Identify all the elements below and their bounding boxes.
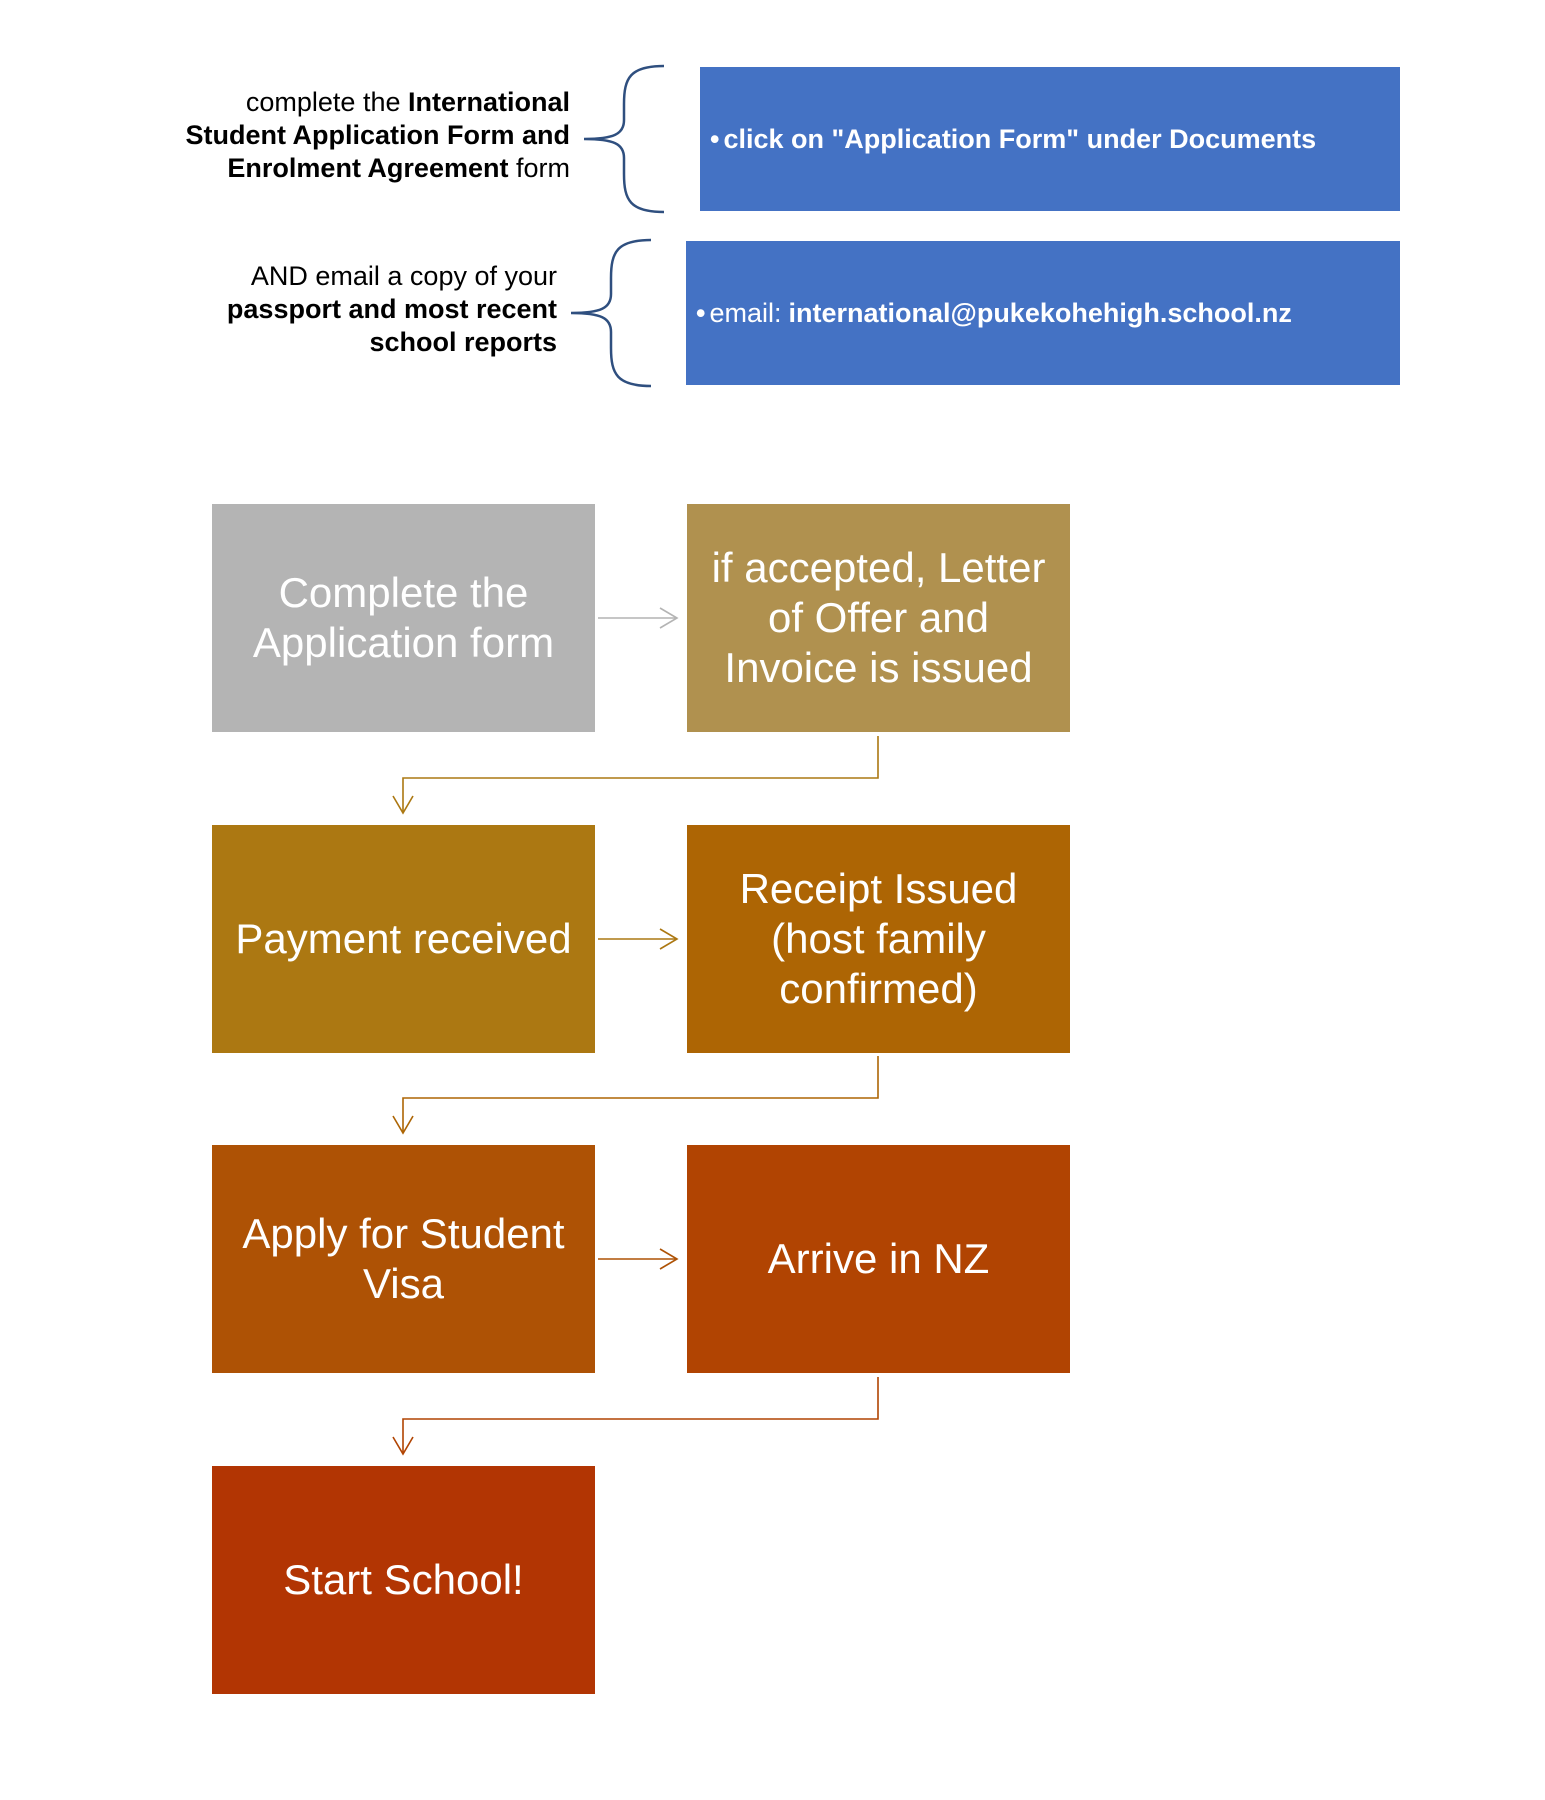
elbow-arrow-icon [393,736,878,813]
instruction-text-bold-2: Enrolment Agreement [227,153,509,183]
step-label: Payment received [235,915,572,962]
step-label: Arrive in NZ [767,1235,990,1282]
email-link[interactable]: international@pukekohehigh.school.nz [788,297,1292,328]
bullet-icon: • [696,297,706,328]
elbow-arrow-icon [393,1377,878,1454]
email-label: email: [709,297,782,328]
arrow-right-icon [598,608,677,628]
step-label: Receipt Issued (host family confirmed) [739,865,1018,1012]
instruction-text-pre: complete the [245,87,408,117]
arrow-right-icon [598,1249,677,1269]
instruction-box-text: click on "Application Form" under Documents [723,123,1317,154]
step-label: if accepted, Letter of Offer and Invoice is issued [711,544,1046,691]
step-label: Complete the Application form [252,569,555,666]
instruction-text-bold: passport and most recent school reports [226,294,557,357]
step-label: Apply for Student Visa [242,1210,565,1307]
instruction-text-post: form [508,153,570,183]
step-label: Start School! [283,1556,524,1603]
arrow-right-icon [598,929,677,949]
bullet-icon: • [710,123,720,154]
instruction-text-bold: International Student Application Form and [185,87,570,150]
elbow-arrow-icon [393,1056,878,1133]
instruction-text-pre: AND email a copy of your [250,261,557,291]
